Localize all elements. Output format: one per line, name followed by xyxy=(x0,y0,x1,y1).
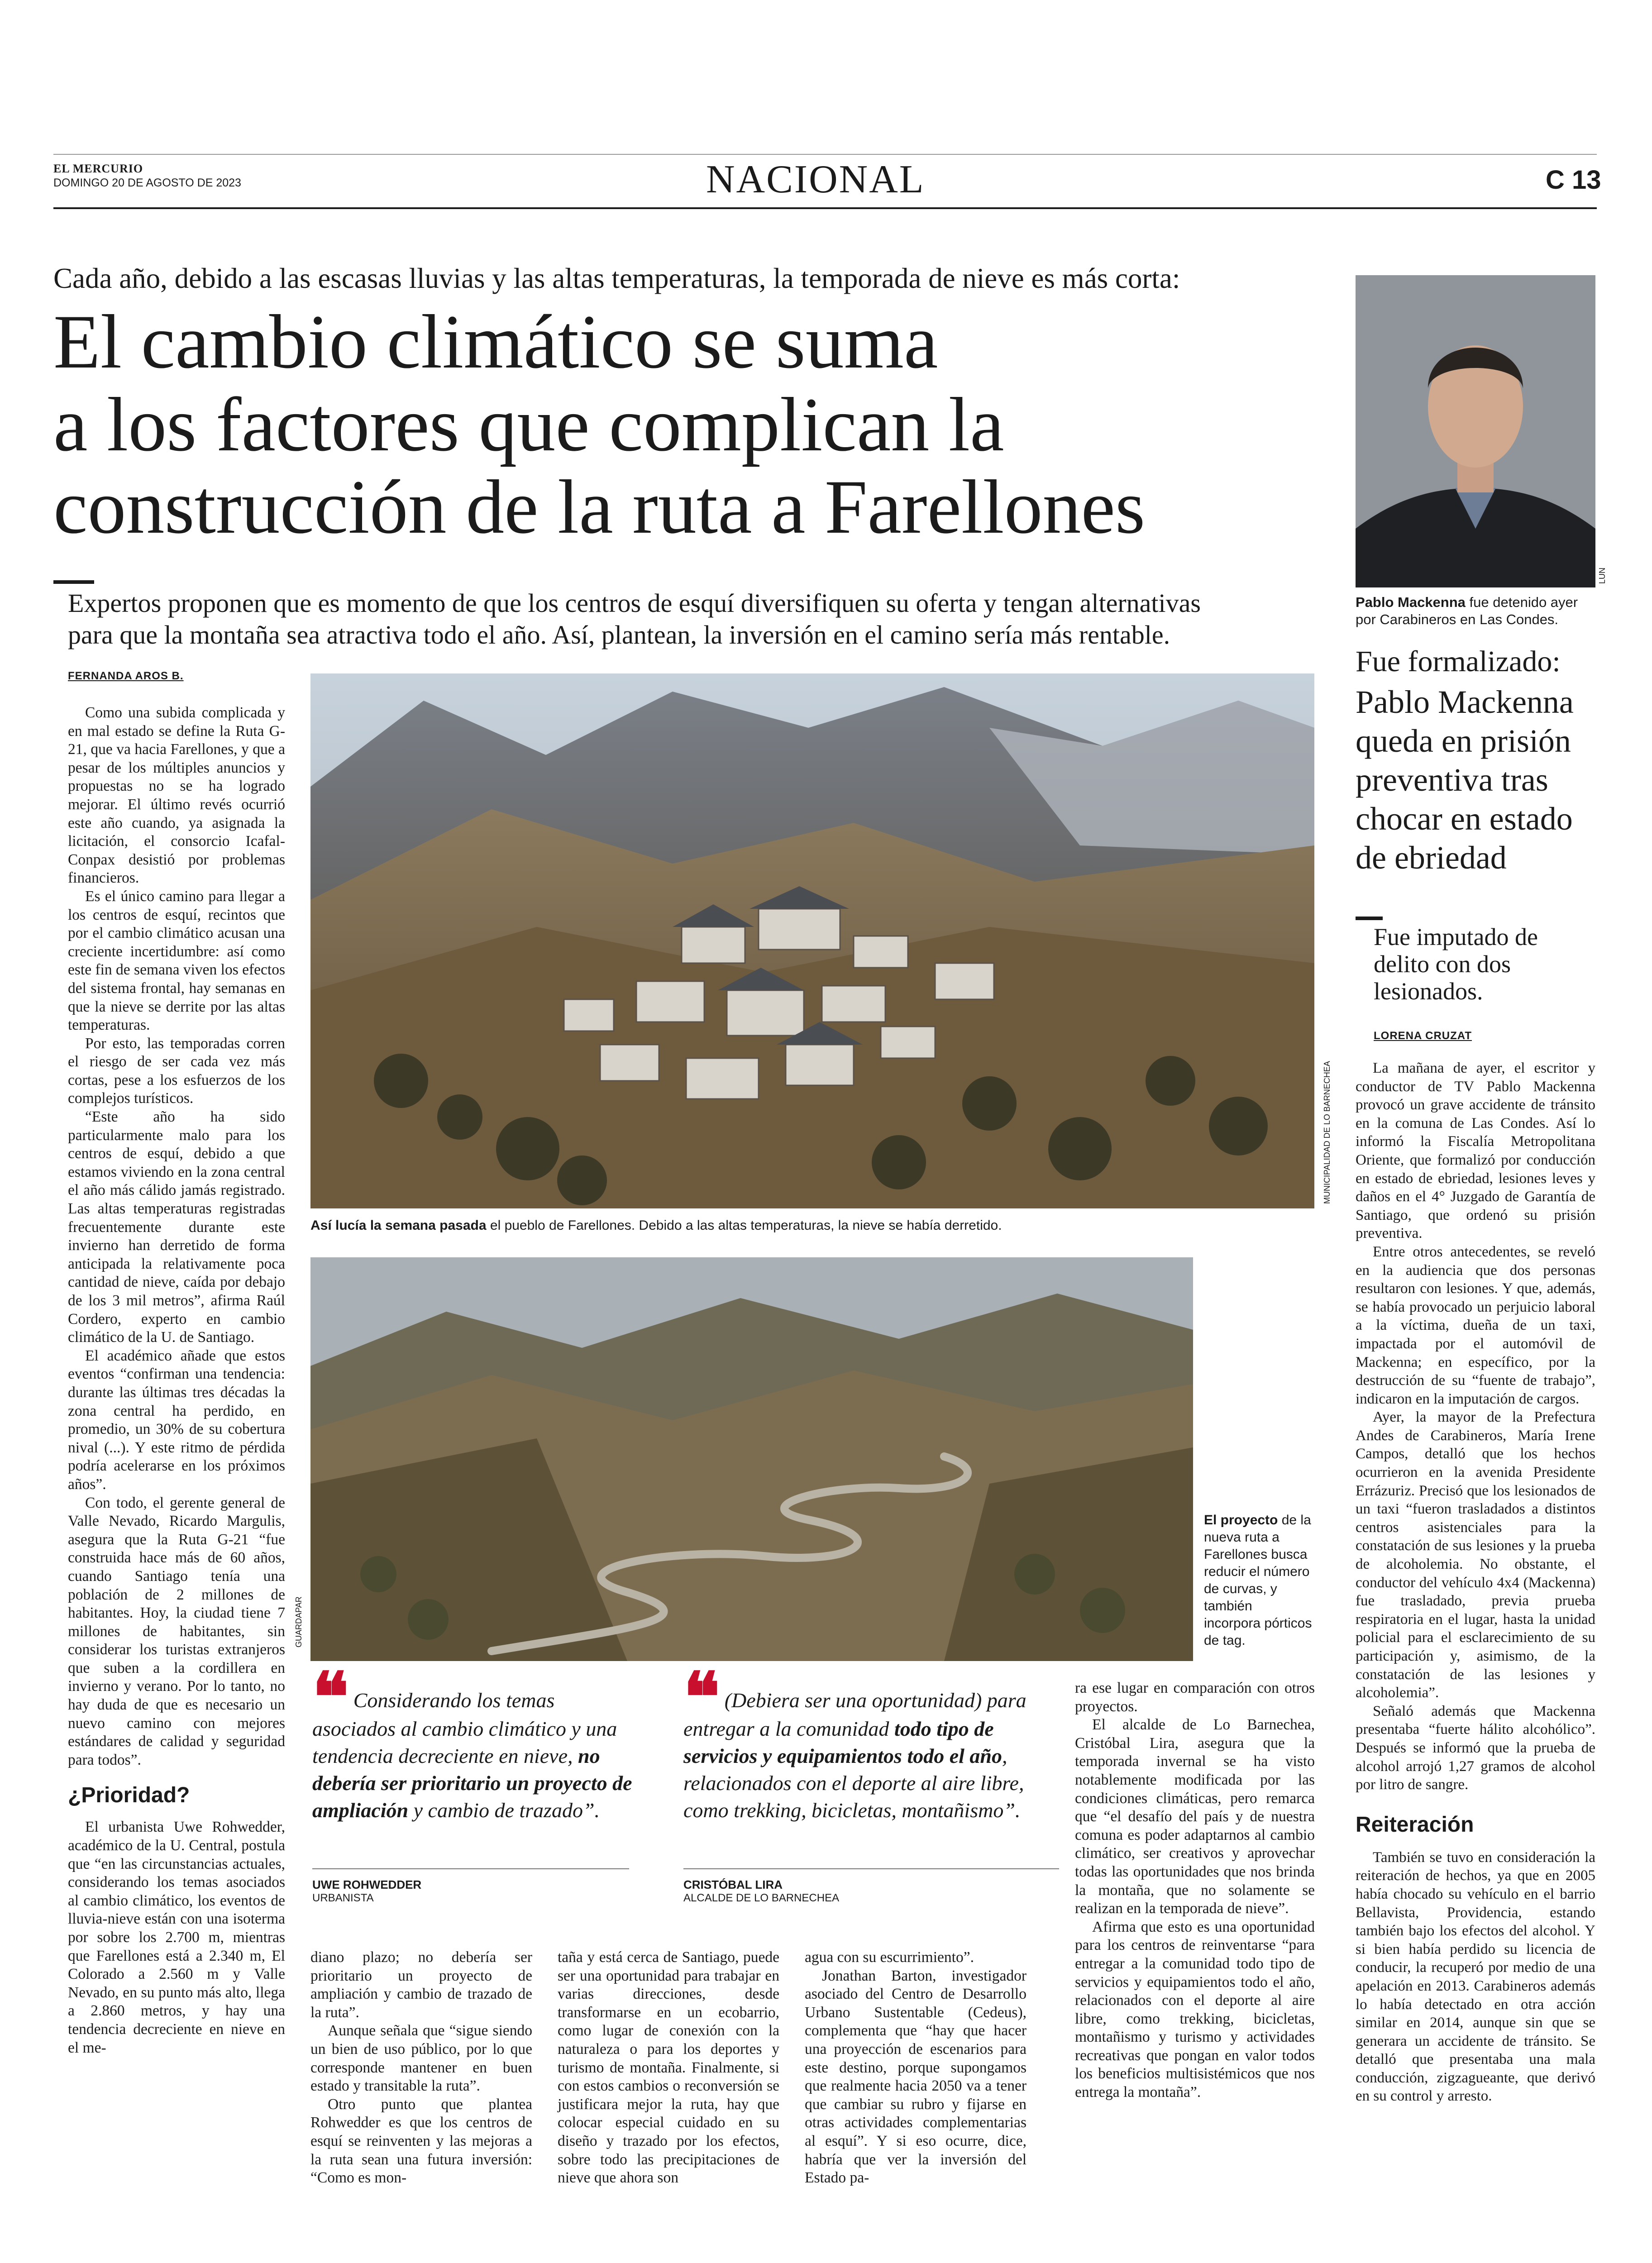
deck-rule xyxy=(53,580,94,584)
main-headline-line-1: El cambio climático se suma xyxy=(53,299,938,384)
main-col5-para: ra ese lugar en comparación con otros proyectos. xyxy=(1075,1680,1315,1715)
main-subhead: ¿Prioridad? xyxy=(68,1783,190,1808)
quote2-rule xyxy=(683,1868,1059,1869)
main-column-4 xyxy=(805,1948,1027,2187)
quote-mark-icon: ❝ xyxy=(683,1659,711,1735)
photo1-caption-bold: Así lucía la semana pasada xyxy=(310,1218,487,1233)
quote2-attribution xyxy=(683,1878,839,1905)
quote2-text-a: (Debiera ser una oportunidad) para entregar a la comunidad xyxy=(683,1689,1027,1740)
side-para: La mañana de ayer, el escritor y conductor de TV Pablo Mackenna provocó un grave accidente de tránsito en la comuna de Las Condes. Así lo informó la Fiscalía Metropolitana Oriente, que formalizó por conducción en estado de ebriedad, lesiones leves y daños en el 4° Juzgado de Garantía de Santiago, que ordenó su prisión preventiva. xyxy=(1356,1060,1595,1242)
masthead-rule xyxy=(53,207,1597,209)
main-column-1 xyxy=(68,704,285,2057)
main-col2-para: diano plazo; no debería ser prioritario un proyecto de ampliación y cambio de trazado de la ruta”. xyxy=(310,1949,532,2021)
side-byline: LORENA CRUZAT xyxy=(1374,1030,1472,1042)
quote1-rule xyxy=(312,1868,629,1869)
main-column-3 xyxy=(558,1948,779,2187)
quote2-name: CRISTÓBAL LIRA xyxy=(683,1878,783,1891)
side-headline-line: chocar en estado xyxy=(1356,801,1573,837)
section-title: NACIONAL xyxy=(706,158,925,201)
side-para: Entre otros antecedentes, se reveló en la audiencia que dos personas resultaron con lesiones. Y que, además, se había provocado un perjuicio laboral a la víctima, dueña de un taxi, impactada por el automóvil de Mackenna; en específico, por la destrucción de su “fuente de trabajo”, indicaron en la imputación de cargos. xyxy=(1356,1243,1595,1407)
road-project-photo xyxy=(310,1257,1193,1661)
quote1-text-c: y cambio de trazado”. xyxy=(408,1799,600,1822)
quote-lira xyxy=(683,1659,1059,1824)
photo1-caption-text: el pueblo de Farellones. Debido a las altas temperaturas, la nieve se había derretido. xyxy=(486,1218,1002,1233)
side-deck-line: lesionados. xyxy=(1374,978,1483,1005)
quote1-text-bold: no debería ser prioritario un proyecto de ampliación xyxy=(312,1744,632,1822)
side-kicker: Fue formalizado: xyxy=(1356,645,1561,678)
side-deck xyxy=(1374,923,1538,1005)
main-col1-para: El académico añade que estos eventos “confirman una tendencia: durante las últimas tres décadas la zona central ha perdido, en promedio, un 30% de su cobertura nival (...). Y este ritmo de pérdida podría acelerarse en los próximos años”. xyxy=(68,1347,285,1493)
side-photo-credit: LUN xyxy=(1598,567,1607,584)
quote2-text-c: , relacionados con el deporte al aire libre, como trekking, bicicletas, montañismo”. xyxy=(683,1744,1024,1822)
main-column-5 xyxy=(1075,1679,1315,2102)
photo1-caption xyxy=(310,1217,1314,1234)
quote2-text-bold: todo tipo de servicios y equipamientos todo el año xyxy=(683,1717,1003,1767)
main-headline-line-2: a los factores que complican la xyxy=(53,382,1004,467)
main-col1-para: “Este año ha sido particularmente malo para los centros de esquí, debido a que estamos viviendo en la zona central el año más cálido jamás registrado. Las altas temperaturas registradas frecuentemente durante este invierno han derretido de forma anticipada la relativamente poca cantidad de nieve, caída por debajo de los 3 mil metros”, afirma Raúl Cordero, experto en cambio climático de la U. de Santiago. xyxy=(68,1108,285,1346)
side-headline-line: queda en prisión xyxy=(1356,723,1571,759)
farellones-village-photo xyxy=(310,673,1314,1208)
main-col5-para: El alcalde de Lo Barnechea, Cristóbal Lira, asegura que la temporada invernal se ha visto notablemente modificada por las condiciones climáticas, pero remarca que “el desafío del país y de nuestra comuna es poder adaptarnos al cambio climático, ser creativos y aprovechar todas las oportunidades que nos brinda la montaña, que no solamente se realizan en la temporada de nieve”. xyxy=(1075,1716,1315,1917)
main-col4-para: agua con su escurrimiento”. xyxy=(805,1949,974,1966)
masthead-paper: EL MERCURIO xyxy=(53,162,143,175)
side-deck-line: Fue imputado de xyxy=(1374,923,1538,950)
quote2-role: ALCALDE DE LO BARNECHEA xyxy=(683,1892,840,1904)
side-headline-line: preventiva tras xyxy=(1356,762,1548,798)
quote1-role: URBANISTA xyxy=(312,1892,374,1904)
main-deck-line-1: Expertos proponen que es momento de que los centros de esquí diversifiquen su oferta y tengan alternativas xyxy=(68,588,1201,618)
main-byline: FERNANDA AROS B. xyxy=(68,670,184,682)
side-deck-rule xyxy=(1356,917,1383,920)
main-col3-para: taña y está cerca de Santiago, puede ser una oportunidad para trabajar en varias direcciones, desde transformarse en un ecobarrio, como lugar de conexión con la naturaleza o para los deportes y turismo de montaña. Finalmente, si con estos cambios o reconversión se justificara mejor la ruta, hay que colocar especial cuidado en su diseño y trazado por los efectos, sobre todo las precipitaciones de nieve que ahora son xyxy=(558,1949,779,2187)
main-col2-para: Aunque señala que “sigue siendo un bien de uso público, por lo que corresponde mantener en buen estado y transitable la ruta”. xyxy=(310,2022,532,2095)
side-column xyxy=(1356,1059,1595,2105)
main-headline-line-3: construcción de la ruta a Farellones xyxy=(53,464,1146,549)
quote1-text-a: Considerando los temas asociados al cambio climático y una tendencia decreciente en nieve, xyxy=(312,1689,617,1767)
photo2-credit: GUARDAPAR xyxy=(294,1596,303,1647)
main-col5-para: Afirma que esto es una oportunidad para los centros de reinventarse “para entregar a la comunidad todo tipo de servicios y equipamientos todo el año, relacionados con el deporte al aire libre, como trekking, bicicletas, montañismo y turismo y actividades recreativas que pongan en valor todos los beneficios multisistémicos que nos entrega la montaña”. xyxy=(1075,1918,1315,2101)
side-headline-line: Pablo Mackenna xyxy=(1356,684,1574,720)
quote1-attribution xyxy=(312,1878,421,1905)
photo2-caption-text: de la nueva ruta a Farellones busca reducir el número de curvas, y también incorpora pórticos de tag. xyxy=(1204,1513,1312,1648)
quote-mark-icon: ❝ xyxy=(312,1659,340,1735)
masthead-rule-top xyxy=(53,154,1597,155)
side-deck-line: delito con dos xyxy=(1374,950,1511,978)
main-col1-para: El urbanista Uwe Rohwedder, académico de la U. Central, postula que “en las circunstancias actuales, considerando los temas asociados al cambio climático, los eventos de lluvia-nieve están con una isoterma por sobre los 2.700 m, mientras que Farellones está a 2.340 m, El Colorado a 2.560 m y Valle Nevado, en su punto más alto, llega a 2.860 metros, y hay una tendencia decreciente en nieve en el me- xyxy=(68,1819,285,2056)
side-para: También se tuvo en consideración la reiteración de hechos, ya que en 2005 había chocado su vehículo en el barrio Bellavista, Providencia, estando también bajo los efectos del alcohol. Y si bien había perdido su licencia de conducir, la recuperó por medio de una apelación en 2013. Carabineros además lo había detectado en otra acción similar en 2014, aunque sin que se generara un accidente de tránsito. Se detalló que presentaba una mala conducción, zigzagueante, que derivó en su control y arresto. xyxy=(1356,1849,1595,2105)
page-number: C 13 xyxy=(1546,165,1601,195)
side-subhead: Reiteración xyxy=(1356,1812,1474,1837)
mackenna-portrait-photo xyxy=(1356,275,1595,587)
main-col4-para: Jonathan Barton, investigador asociado del Centro de Desarrollo Urbano Sustentable (Cedeus), complementa que “hay que hacer una proyección de escenarios para este destino, porque supongamos que realmente hacia 2050 va a tener que cambiar su rubro y fijarse en otras actividades complementarias al esquí”. Y si eso ocurre, dice, habría que ver la inversión del Estado pa- xyxy=(805,1967,1027,2187)
main-column-2 xyxy=(310,1948,532,2187)
side-para: Ayer, la mayor de la Prefectura Andes de Carabineros, María Irene Campos, detalló que los hechos ocurrieron en la avenida Presidente Errázuriz. Precisó que los lesionados de un taxi “fueron trasladados a distintos centros asistenciales para la constatación de sus lesiones y la prueba de alcoholemia. No obstante, el conductor del vehículo 4x4 (Mackenna) fue trasladado, previa prueba respiratoria en el lugar, hasta la unidad policial para el esclarecimiento de su participación y, asimismo, de la constatación de las lesiones y alcoholemia”. xyxy=(1356,1409,1595,1701)
masthead-date: DOMINGO 20 DE AGOSTO DE 2023 xyxy=(53,177,241,189)
main-kicker: Cada año, debido a las escasas lluvias y las altas temperaturas, la temporada de nieve es más corta: xyxy=(53,263,1180,294)
side-para: Señaló además que Mackenna presentaba “fuerte hálito alcohólico”. Después se informó que la prueba de alcohol arrojó 1,27 gramos de alcohol por litro de sangre. xyxy=(1356,1703,1595,1793)
photo2-caption xyxy=(1204,1512,1313,1649)
side-headline xyxy=(1356,683,1609,877)
quote-rohwedder xyxy=(312,1659,638,1824)
main-col1-para: Por esto, las temporadas corren el riesgo de ser cada vez más cortas, pese a los esfuerzos de los complejos turísticos. xyxy=(68,1035,285,1107)
main-col1-para: Es el único camino para llegar a los centros de esquí, recintos que por el cambio climático acusan una creciente incertidumbre: así como este fin de semana viven los efectos del sistema frontal, hay semanas en que la nieve se derrite por las altas temperaturas. xyxy=(68,888,285,1034)
side-photo-caption xyxy=(1356,594,1600,628)
main-deck-line-2: para que la montaña sea atractiva todo el año. Así, plantean, la inversión en el camino sería más rentable. xyxy=(68,620,1170,649)
photo2-caption-bold: El proyecto xyxy=(1204,1513,1278,1528)
main-col1-para: Como una subida complicada y en mal estado se define la Ruta G-21, que va hacia Farellones, y que a pesar de los múltiples anuncios y propuestas no se ha logrado mejorar. El último revés ocurrió este año cuando, ya asignada la licitación, el consorcio Icafal-Conpax desistió por problemas financieros. xyxy=(68,704,285,887)
side-photo-caption-text: fue detenido ayer por Carabineros en Las Condes. xyxy=(1356,594,1578,627)
main-col2-para: Otro punto que plantea Rohwedder es que los centros de esquí se reinventen y las mejoras a la ruta sean una futura inversión: “Como es mon- xyxy=(310,2096,532,2187)
side-photo-caption-bold: Pablo Mackenna xyxy=(1356,594,1466,610)
side-headline-line: de ebriedad xyxy=(1356,840,1507,876)
photo1-credit: MUNICIPALIDAD DE LO BARNECHEA xyxy=(1323,1061,1332,1204)
quote1-name: UWE ROHWEDDER xyxy=(312,1878,422,1891)
main-col1-para: Con todo, el gerente general de Valle Nevado, Ricardo Margulis, asegura que la Ruta G-21 “fue construida hace más de 60 años, cuando Santiago tenía una población de 2 millones de habitantes. Hoy, la ciudad tiene 7 millones de habitantes, sin considerar los turistas extranjeros que suben a la cordillera en invierno y verano. Por lo tanto, no hay duda de que es necesario un nuevo camino con mejores estándares de calidad y seguridad para todos”. xyxy=(68,1494,285,1768)
